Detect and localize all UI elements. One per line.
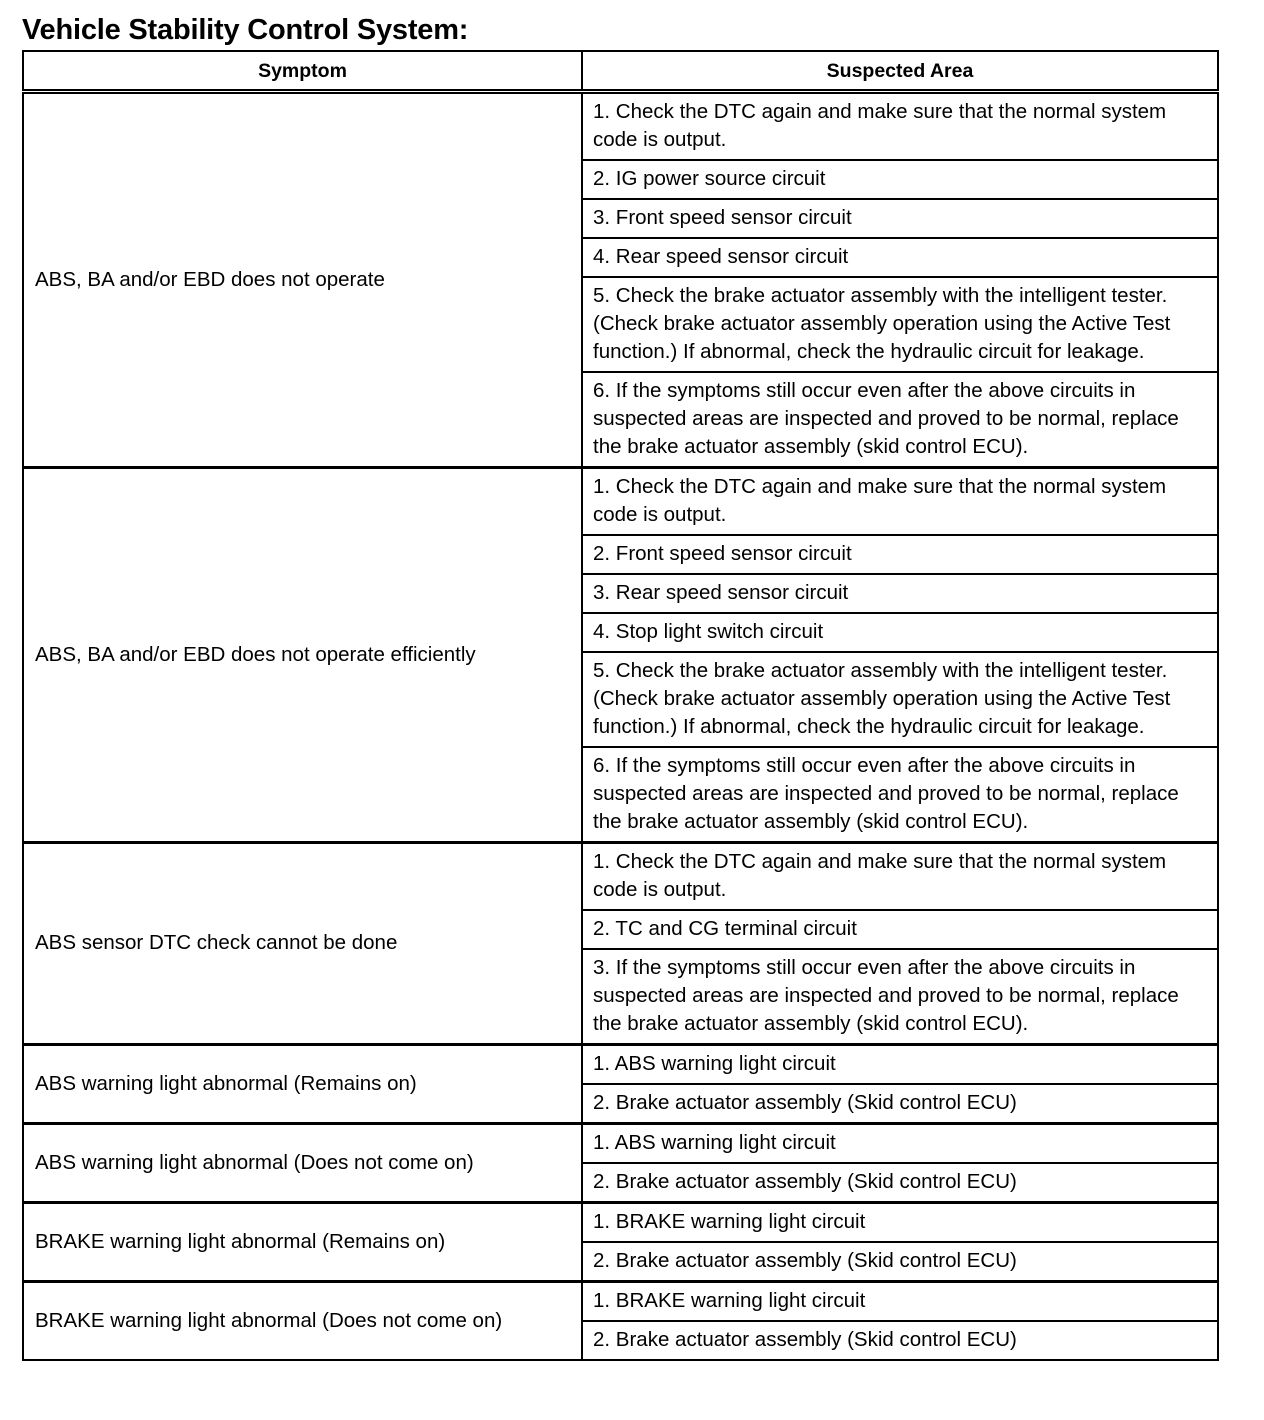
symptom-cell: ABS warning light abnormal (Does not come on) bbox=[23, 1124, 582, 1203]
suspected-area-cell: 6. If the symptoms still occur even after the above circuits in suspected areas are inspected and proved to be normal, replace the brake actuator assembly (skid control ECU). bbox=[582, 372, 1218, 468]
symptom-cell: BRAKE warning light abnormal (Remains on) bbox=[23, 1203, 582, 1282]
suspected-area-cell: 2. IG power source circuit bbox=[582, 160, 1218, 199]
table-row bbox=[23, 843, 1218, 911]
suspected-area-column-header: Suspected Area bbox=[582, 51, 1218, 92]
suspected-area-cell: 3. Front speed sensor circuit bbox=[582, 199, 1218, 238]
table-row bbox=[23, 1045, 1218, 1085]
table-row bbox=[23, 92, 1218, 161]
suspected-area-cell: 1. Check the DTC again and make sure that the normal system code is output. bbox=[582, 468, 1218, 536]
page-title: Vehicle Stability Control System: bbox=[22, 14, 469, 46]
suspected-area-cell: 1. Check the DTC again and make sure that the normal system code is output. bbox=[582, 843, 1218, 911]
table-row bbox=[23, 1282, 1218, 1322]
table-header bbox=[23, 51, 1218, 92]
suspected-area-cell: 5. Check the brake actuator assembly with the intelligent tester. (Check brake actuator assembly operation using the Active Test function.) If abnormal, check the hydraulic circuit for leakage. bbox=[582, 652, 1218, 747]
suspected-area-cell: 1. Check the DTC again and make sure that the normal system code is output. bbox=[582, 92, 1218, 161]
suspected-area-cell: 1. ABS warning light circuit bbox=[582, 1045, 1218, 1085]
suspected-area-cell: 3. Rear speed sensor circuit bbox=[582, 574, 1218, 613]
suspected-area-cell: 3. If the symptoms still occur even after the above circuits in suspected areas are inspected and proved to be normal, replace the brake actuator assembly (skid control ECU). bbox=[582, 949, 1218, 1045]
suspected-area-cell: 2. TC and CG terminal circuit bbox=[582, 910, 1218, 949]
suspected-area-cell: 2. Front speed sensor circuit bbox=[582, 535, 1218, 574]
suspected-area-cell: 2. Brake actuator assembly (Skid control ECU) bbox=[582, 1163, 1218, 1203]
table-body bbox=[23, 92, 1218, 1361]
suspected-area-cell: 2. Brake actuator assembly (Skid control ECU) bbox=[582, 1084, 1218, 1124]
symptom-cell: ABS, BA and/or EBD does not operate efficiently bbox=[23, 468, 582, 843]
header-row bbox=[23, 51, 1218, 92]
table-row bbox=[23, 1203, 1218, 1243]
suspected-area-cell: 2. Brake actuator assembly (Skid control ECU) bbox=[582, 1321, 1218, 1360]
suspected-area-cell: 1. BRAKE warning light circuit bbox=[582, 1203, 1218, 1243]
symptom-table bbox=[22, 50, 1219, 1361]
suspected-area-cell: 6. If the symptoms still occur even after the above circuits in suspected areas are inspected and proved to be normal, replace the brake actuator assembly (skid control ECU). bbox=[582, 747, 1218, 843]
symptom-cell: ABS sensor DTC check cannot be done bbox=[23, 843, 582, 1045]
table-row bbox=[23, 1124, 1218, 1164]
suspected-area-cell: 4. Stop light switch circuit bbox=[582, 613, 1218, 652]
symptom-cell: ABS warning light abnormal (Remains on) bbox=[23, 1045, 582, 1124]
symptom-cell: ABS, BA and/or EBD does not operate bbox=[23, 92, 582, 468]
symptom-cell: BRAKE warning light abnormal (Does not come on) bbox=[23, 1282, 582, 1361]
suspected-area-cell: 1. BRAKE warning light circuit bbox=[582, 1282, 1218, 1322]
suspected-area-cell: 4. Rear speed sensor circuit bbox=[582, 238, 1218, 277]
suspected-area-cell: 2. Brake actuator assembly (Skid control ECU) bbox=[582, 1242, 1218, 1282]
suspected-area-cell: 1. ABS warning light circuit bbox=[582, 1124, 1218, 1164]
symptom-column-header: Symptom bbox=[23, 51, 582, 92]
suspected-area-cell: 5. Check the brake actuator assembly with the intelligent tester. (Check brake actuator assembly operation using the Active Test function.) If abnormal, check the hydraulic circuit for leakage. bbox=[582, 277, 1218, 372]
table-row bbox=[23, 468, 1218, 536]
